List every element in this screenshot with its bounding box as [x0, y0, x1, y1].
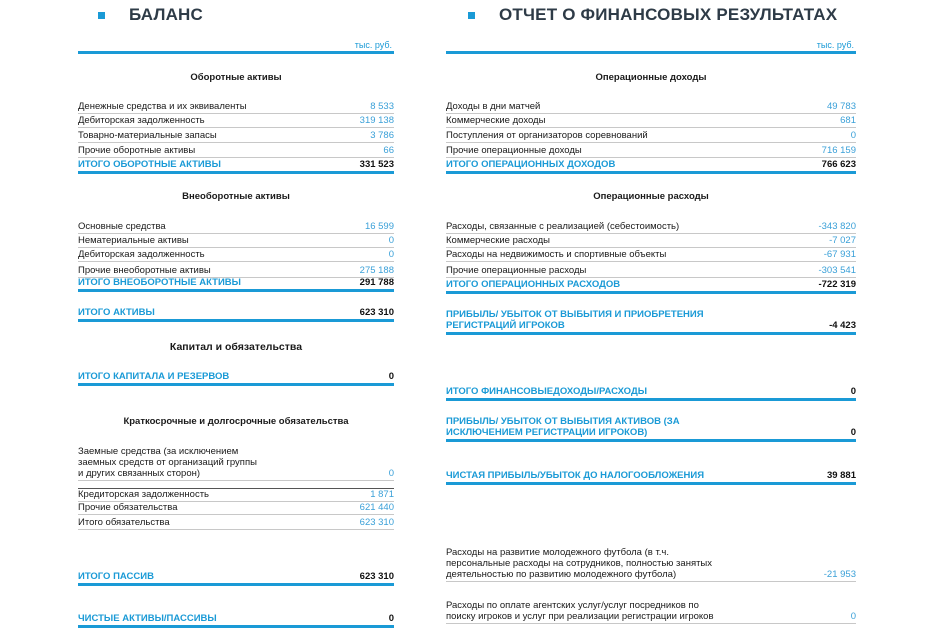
row-label: Дебиторская задолженность	[78, 115, 205, 126]
table-row	[78, 249, 394, 262]
row-value: 0	[388, 235, 394, 246]
row-value: 0	[388, 468, 394, 479]
total-label: ИТОГО ОБОРОТНЫЕ АКТИВЫ	[78, 159, 221, 170]
square-bullet-icon	[98, 12, 105, 19]
table-row	[78, 130, 394, 143]
row-label: Прочие операционные доходы	[446, 145, 582, 156]
table-row	[446, 600, 856, 624]
square-bullet-icon	[468, 12, 475, 19]
total-label: ЧИСТАЯ ПРИБЫЛЬ/УБЫТОК ДО НАЛОГООБЛОЖЕНИЯ	[446, 470, 705, 481]
row-label-line: Расходы по оплате агентских услуг/услуг посредников по	[446, 600, 699, 611]
row-value: 621 440	[359, 502, 394, 513]
total-row-player-registrations	[446, 309, 856, 335]
total-value: 766 623	[821, 159, 856, 170]
row-value: 716 159	[821, 145, 856, 156]
row-value: 1 871	[370, 489, 394, 500]
total-label-line: ПРИБЫЛЬ/ УБЫТОК ОТ ВЫБЫТИЯ АКТИВОВ (ЗА	[446, 416, 680, 427]
total-label: ИТОГО ВНЕОБОРОТНЫЕ АКТИВЫ	[78, 277, 241, 288]
op-expenses-heading: Операционные расходы	[593, 191, 709, 202]
row-value: 0	[850, 611, 856, 622]
row-label	[78, 446, 257, 479]
row-value: 16 599	[364, 221, 394, 232]
current-assets-heading: Оборотные активы	[190, 72, 282, 83]
table-row	[446, 130, 856, 143]
table-row	[78, 145, 394, 158]
row-value: 49 783	[826, 101, 856, 112]
total-label: ИТОГО АКТИВЫ	[78, 307, 155, 318]
income-header-rule	[446, 51, 856, 54]
row-label: Товарно-материальные запасы	[78, 130, 217, 141]
total-row-liabilities	[78, 571, 394, 586]
total-value: -4 423	[829, 320, 856, 331]
income-unit: тыс. руб.	[816, 40, 854, 50]
balance-title	[98, 3, 203, 27]
total-label-line: ПРИБЫЛЬ/ УБЫТОК ОТ ВЫБЫТИЯ И ПРИОБРЕТЕНИЯ	[446, 309, 704, 320]
table-row	[446, 249, 856, 262]
row-value: 275 188	[359, 265, 394, 276]
row-label-line: Заемные средства (за исключением	[78, 446, 239, 457]
total-value: 0	[388, 613, 394, 624]
row-label	[446, 600, 713, 622]
total-row-asset-disposal	[446, 416, 856, 442]
table-row	[446, 101, 856, 114]
row-label: Коммерческие доходы	[446, 115, 546, 126]
row-label: Расходы на недвижимость и спортивные объекты	[446, 249, 667, 260]
row-value: 0	[850, 130, 856, 141]
total-row-current-assets	[78, 159, 394, 174]
total-row-assets	[78, 307, 394, 322]
row-label: Итого обязательства	[78, 517, 170, 528]
total-label	[446, 309, 746, 331]
total-label: ИТОГО ПАССИВ	[78, 571, 154, 582]
total-label: ИТОГО ФИНАНСОВЫЕДОХОДЫ/РАСХОДЫ	[446, 386, 648, 397]
table-row	[78, 488, 394, 502]
table-row	[446, 265, 856, 278]
total-value: 0	[850, 427, 856, 438]
total-value: 331 523	[359, 159, 394, 170]
total-label: ИТОГО ОПЕРАЦИОННЫХ ДОХОДОВ	[446, 159, 616, 170]
row-label-line: поиску игроков и услуг при реализации регистрации игроков	[446, 611, 714, 622]
table-row	[78, 446, 394, 481]
total-label-line: ИСКЛЮЧЕНИЕМ РЕГИСТРАЦИИ ИГРОКОВ)	[446, 427, 648, 438]
row-label: Прочие обязательства	[78, 502, 178, 513]
row-value: 66	[383, 145, 394, 156]
table-row	[446, 235, 856, 248]
balance-title-text: БАЛАНС	[129, 5, 204, 24]
row-value: 3 786	[370, 130, 394, 141]
row-value: -303 541	[818, 265, 856, 276]
total-row-noncurrent-assets	[78, 277, 394, 292]
row-value: -343 820	[818, 221, 856, 232]
row-label: Поступления от организаторов соревнований	[446, 130, 648, 141]
row-value: -21 953	[823, 569, 856, 580]
total-label: ИТОГО ОПЕРАЦИОННЫХ РАСХОДОВ	[446, 279, 621, 290]
row-value: 623 310	[359, 517, 394, 528]
total-row-op-income	[446, 159, 856, 174]
row-label: Денежные средства и их эквиваленты	[78, 101, 247, 112]
balance-header-rule	[78, 51, 394, 54]
row-label: Прочие оборотные активы	[78, 145, 196, 156]
total-value: 623 310	[359, 571, 394, 582]
table-row	[78, 115, 394, 128]
total-value: 39 881	[826, 470, 856, 481]
row-label: Прочие операционные расходы	[446, 265, 587, 276]
row-label: Прочие внеоборотные активы	[78, 265, 211, 276]
total-row-finance	[446, 386, 856, 401]
table-row	[78, 517, 394, 530]
total-row-pretax	[446, 470, 856, 485]
capital-heading: Капитал и обязательства	[169, 341, 303, 353]
total-label-line: РЕГИСТРАЦИЙ ИГРОКОВ	[446, 320, 565, 331]
table-row	[446, 547, 856, 582]
table-row	[78, 235, 394, 248]
total-row-net-assets	[78, 613, 394, 628]
table-row	[78, 502, 394, 515]
row-label-line: Расходы на развитие молодежного футбола (в т.ч.	[446, 547, 669, 558]
row-value: 681	[840, 115, 856, 126]
row-label: Дебиторская задолженность	[78, 249, 205, 260]
balance-unit: тыс. руб.	[354, 40, 392, 50]
noncurrent-assets-heading: Внеоборотные активы	[182, 191, 290, 202]
row-label: Основные средства	[78, 221, 166, 232]
row-label: Коммерческие расходы	[446, 235, 551, 246]
row-value: -67 931	[823, 249, 856, 260]
total-value: 623 310	[359, 307, 394, 318]
table-row	[78, 101, 394, 114]
row-label: Доходы в дни матчей	[446, 101, 541, 112]
table-row	[446, 145, 856, 158]
row-label-line: деятельностью по развитию молодежного футбола)	[446, 569, 677, 580]
row-label	[446, 547, 712, 580]
op-income-heading: Операционные доходы	[595, 72, 707, 83]
table-row	[446, 115, 856, 128]
row-value: 8 533	[370, 101, 394, 112]
table-row	[78, 221, 394, 234]
total-value: 291 788	[359, 277, 394, 288]
total-label: ИТОГО КАПИТАЛА И РЕЗЕРВОВ	[78, 371, 230, 382]
row-label: Расходы, связанные с реализацией (себестоимость)	[446, 221, 680, 232]
total-label	[446, 416, 746, 438]
row-value: 0	[388, 249, 394, 260]
row-value: -7 027	[829, 235, 856, 246]
row-label: Нематериальные активы	[78, 235, 189, 246]
row-label-line: заемных средств от организаций группы	[78, 457, 257, 468]
row-label-line: и других связанных сторон)	[78, 468, 201, 479]
income-title	[468, 3, 837, 27]
row-label-line: персональные расходы на сотрудников, полностью занятых	[446, 558, 713, 569]
row-value: 319 138	[359, 115, 394, 126]
row-label: Кредиторская задолженность	[78, 489, 210, 500]
total-value: -722 319	[818, 279, 856, 290]
total-row-op-expenses	[446, 279, 856, 294]
liabilities-heading: Краткосрочные и долгосрочные обязательства	[123, 416, 349, 427]
total-value: 0	[388, 371, 394, 382]
total-value: 0	[850, 386, 856, 397]
total-label: ЧИСТЫЕ АКТИВЫ/ПАССИВЫ	[78, 613, 217, 624]
income-title-text: ОТЧЕТ О ФИНАНСОВЫХ РЕЗУЛЬТАТАХ	[499, 5, 838, 24]
table-row	[446, 221, 856, 234]
total-row-capital	[78, 371, 394, 386]
